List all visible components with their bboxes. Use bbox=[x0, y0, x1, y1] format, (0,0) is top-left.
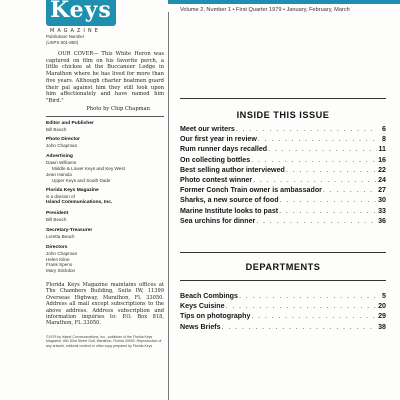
photo-credit: Photo by Chip Chapman bbox=[86, 105, 150, 112]
logo-text: Keys bbox=[50, 0, 112, 23]
toc-item[interactable] bbox=[180, 186, 386, 196]
toc-title: Meet our writers bbox=[180, 125, 235, 133]
dot-leader bbox=[268, 145, 377, 153]
dot-leader bbox=[279, 207, 377, 215]
divider bbox=[46, 116, 164, 117]
publication-number: Publication Number bbox=[46, 34, 85, 39]
toc-page: 36 bbox=[378, 216, 386, 225]
toc-page: 16 bbox=[378, 155, 386, 164]
credit-line: Frank Speno bbox=[46, 262, 73, 268]
credit-line: John Chapman bbox=[46, 143, 78, 149]
inside-toc bbox=[180, 125, 386, 227]
toc-item[interactable] bbox=[180, 323, 386, 333]
magazine-word: MAGAZINE bbox=[50, 28, 101, 34]
toc-item[interactable] bbox=[180, 135, 386, 145]
toc-title: Marine Institute looks to past bbox=[180, 206, 279, 215]
toc-title: Sea urchins for dinner bbox=[180, 216, 256, 225]
toc-page: 30 bbox=[378, 196, 386, 205]
toc-item[interactable] bbox=[180, 145, 386, 155]
dot-leader bbox=[222, 323, 377, 331]
toc-title: On collecting bottles bbox=[180, 155, 251, 164]
credit-line: Helen Kline bbox=[46, 256, 70, 262]
toc-item[interactable] bbox=[180, 125, 386, 135]
credit-line: Bill Beach bbox=[46, 126, 67, 132]
credit-title: President bbox=[46, 211, 69, 217]
departments-toc bbox=[180, 292, 386, 333]
usps-number: (USPS 601-850) bbox=[46, 40, 79, 45]
top-color-bar bbox=[168, 0, 400, 4]
credit-title: Advertising bbox=[46, 154, 73, 160]
toc-item[interactable] bbox=[180, 292, 386, 302]
toc-page: 29 bbox=[378, 312, 386, 321]
credits-block bbox=[46, 121, 164, 274]
toc-page: 6 bbox=[382, 125, 386, 133]
dot-leader bbox=[256, 217, 377, 225]
credit-line: John Chapman bbox=[46, 250, 78, 256]
credit-title: Florida Keys Magazine bbox=[46, 188, 99, 194]
dot-leader bbox=[226, 302, 377, 310]
toc-title: Best selling author interviewed bbox=[180, 165, 285, 174]
copyright-notice: ©1979 by Island Communications, Inc., publisher of the Florida Keys Magazine, 681 83rd Street Gulf, Marathon, Florida 33050. Reproduction of any artwork, editorial content or other copy prepared by Florida Keys bbox=[46, 334, 162, 348]
issue-line: Volume 2, Number 1 • First Quarter 1979 • January, February, March bbox=[180, 7, 350, 13]
toc-title: Former Conch Train owner is ambassador bbox=[180, 186, 322, 195]
toc-page: 5 bbox=[382, 292, 386, 300]
toc-item[interactable] bbox=[180, 196, 386, 206]
cover-description: OUR COVER— This White Heron was captured on film on his favorite perch, a little chickee at the Buccaneer Lodge in Marathon where he has lived for more than five years. Although charter boatmen guard their pal against him they still look upon him affectionately and have named him "Bird." bbox=[46, 51, 164, 104]
toc-title: Beach Combings bbox=[180, 292, 238, 300]
dot-leader bbox=[239, 292, 377, 300]
inside-heading: INSIDE THIS ISSUE bbox=[236, 110, 330, 120]
departments-heading: DEPARTMENTS bbox=[245, 262, 321, 272]
dot-leader bbox=[251, 156, 377, 164]
toc-title: Our first year in review bbox=[180, 135, 257, 144]
toc-page: 38 bbox=[378, 322, 386, 331]
toc-page: 8 bbox=[382, 135, 386, 144]
toc-title: Tips on photography bbox=[180, 312, 251, 321]
dot-leader bbox=[251, 312, 377, 320]
credit-line: Loretta Beach bbox=[46, 234, 75, 239]
office-address: Florida Keys Magazine maintains offices at The Chambers Building, Suite IW, 11399 Overseas Highway, Marathon, Fl. 33050. Address all mail except subscriptions to the above address. Address subscription and information inquiries to: P.O. Box 818, Marathon, FL 33050. bbox=[46, 281, 164, 327]
column-divider bbox=[168, 12, 169, 400]
dot-leader bbox=[286, 166, 377, 174]
toc-title: Sharks, a new source of food bbox=[180, 196, 279, 205]
toc-page: 20 bbox=[378, 302, 386, 311]
credit-line: Island Communications, Inc. bbox=[46, 200, 113, 206]
toc-page: 22 bbox=[378, 165, 386, 174]
section-rule bbox=[180, 280, 386, 281]
toc-title: Keys Cuisine bbox=[180, 302, 225, 311]
credit-title: Secretary-Treasurer bbox=[46, 228, 93, 233]
dot-leader bbox=[280, 196, 377, 204]
toc-item[interactable] bbox=[180, 207, 386, 217]
dot-leader bbox=[323, 186, 377, 194]
credit-line: Dawn Williams bbox=[46, 160, 77, 166]
toc-item[interactable] bbox=[180, 312, 386, 322]
credit-line: Upper Keys and South Dade bbox=[52, 177, 111, 183]
toc-page: 11 bbox=[378, 145, 386, 154]
toc-page: 33 bbox=[378, 206, 386, 215]
toc-title: Photo contest winner bbox=[180, 175, 253, 184]
toc-item[interactable] bbox=[180, 217, 386, 227]
toc-item[interactable] bbox=[180, 176, 386, 186]
credit-line: is a division of bbox=[46, 194, 75, 200]
credit-line: Middle & Lower Keys and Key West bbox=[52, 166, 125, 172]
credit-line: Jean Hanula bbox=[46, 171, 72, 177]
toc-item[interactable] bbox=[180, 166, 386, 176]
dot-leader bbox=[253, 176, 377, 184]
keys-logo bbox=[46, 0, 116, 26]
credit-title: Photo Director bbox=[46, 137, 80, 143]
credit-line: Mary Stickdon bbox=[46, 268, 76, 274]
left-column bbox=[46, 34, 164, 348]
section-rule bbox=[180, 252, 386, 253]
toc-page: 27 bbox=[378, 186, 386, 195]
dot-leader bbox=[258, 135, 377, 143]
credit-title: Editor and Publisher bbox=[46, 120, 94, 126]
section-rule bbox=[180, 98, 386, 99]
credit-title: Directors bbox=[46, 244, 68, 250]
toc-page: 24 bbox=[378, 175, 386, 184]
credit-line: Bill Beach bbox=[46, 217, 67, 223]
toc-title: News Briefs bbox=[180, 322, 221, 331]
toc-item[interactable] bbox=[180, 302, 386, 312]
dot-leader bbox=[236, 125, 377, 133]
toc-title: Rum runner days recalled bbox=[180, 145, 268, 154]
toc-item[interactable] bbox=[180, 156, 386, 166]
